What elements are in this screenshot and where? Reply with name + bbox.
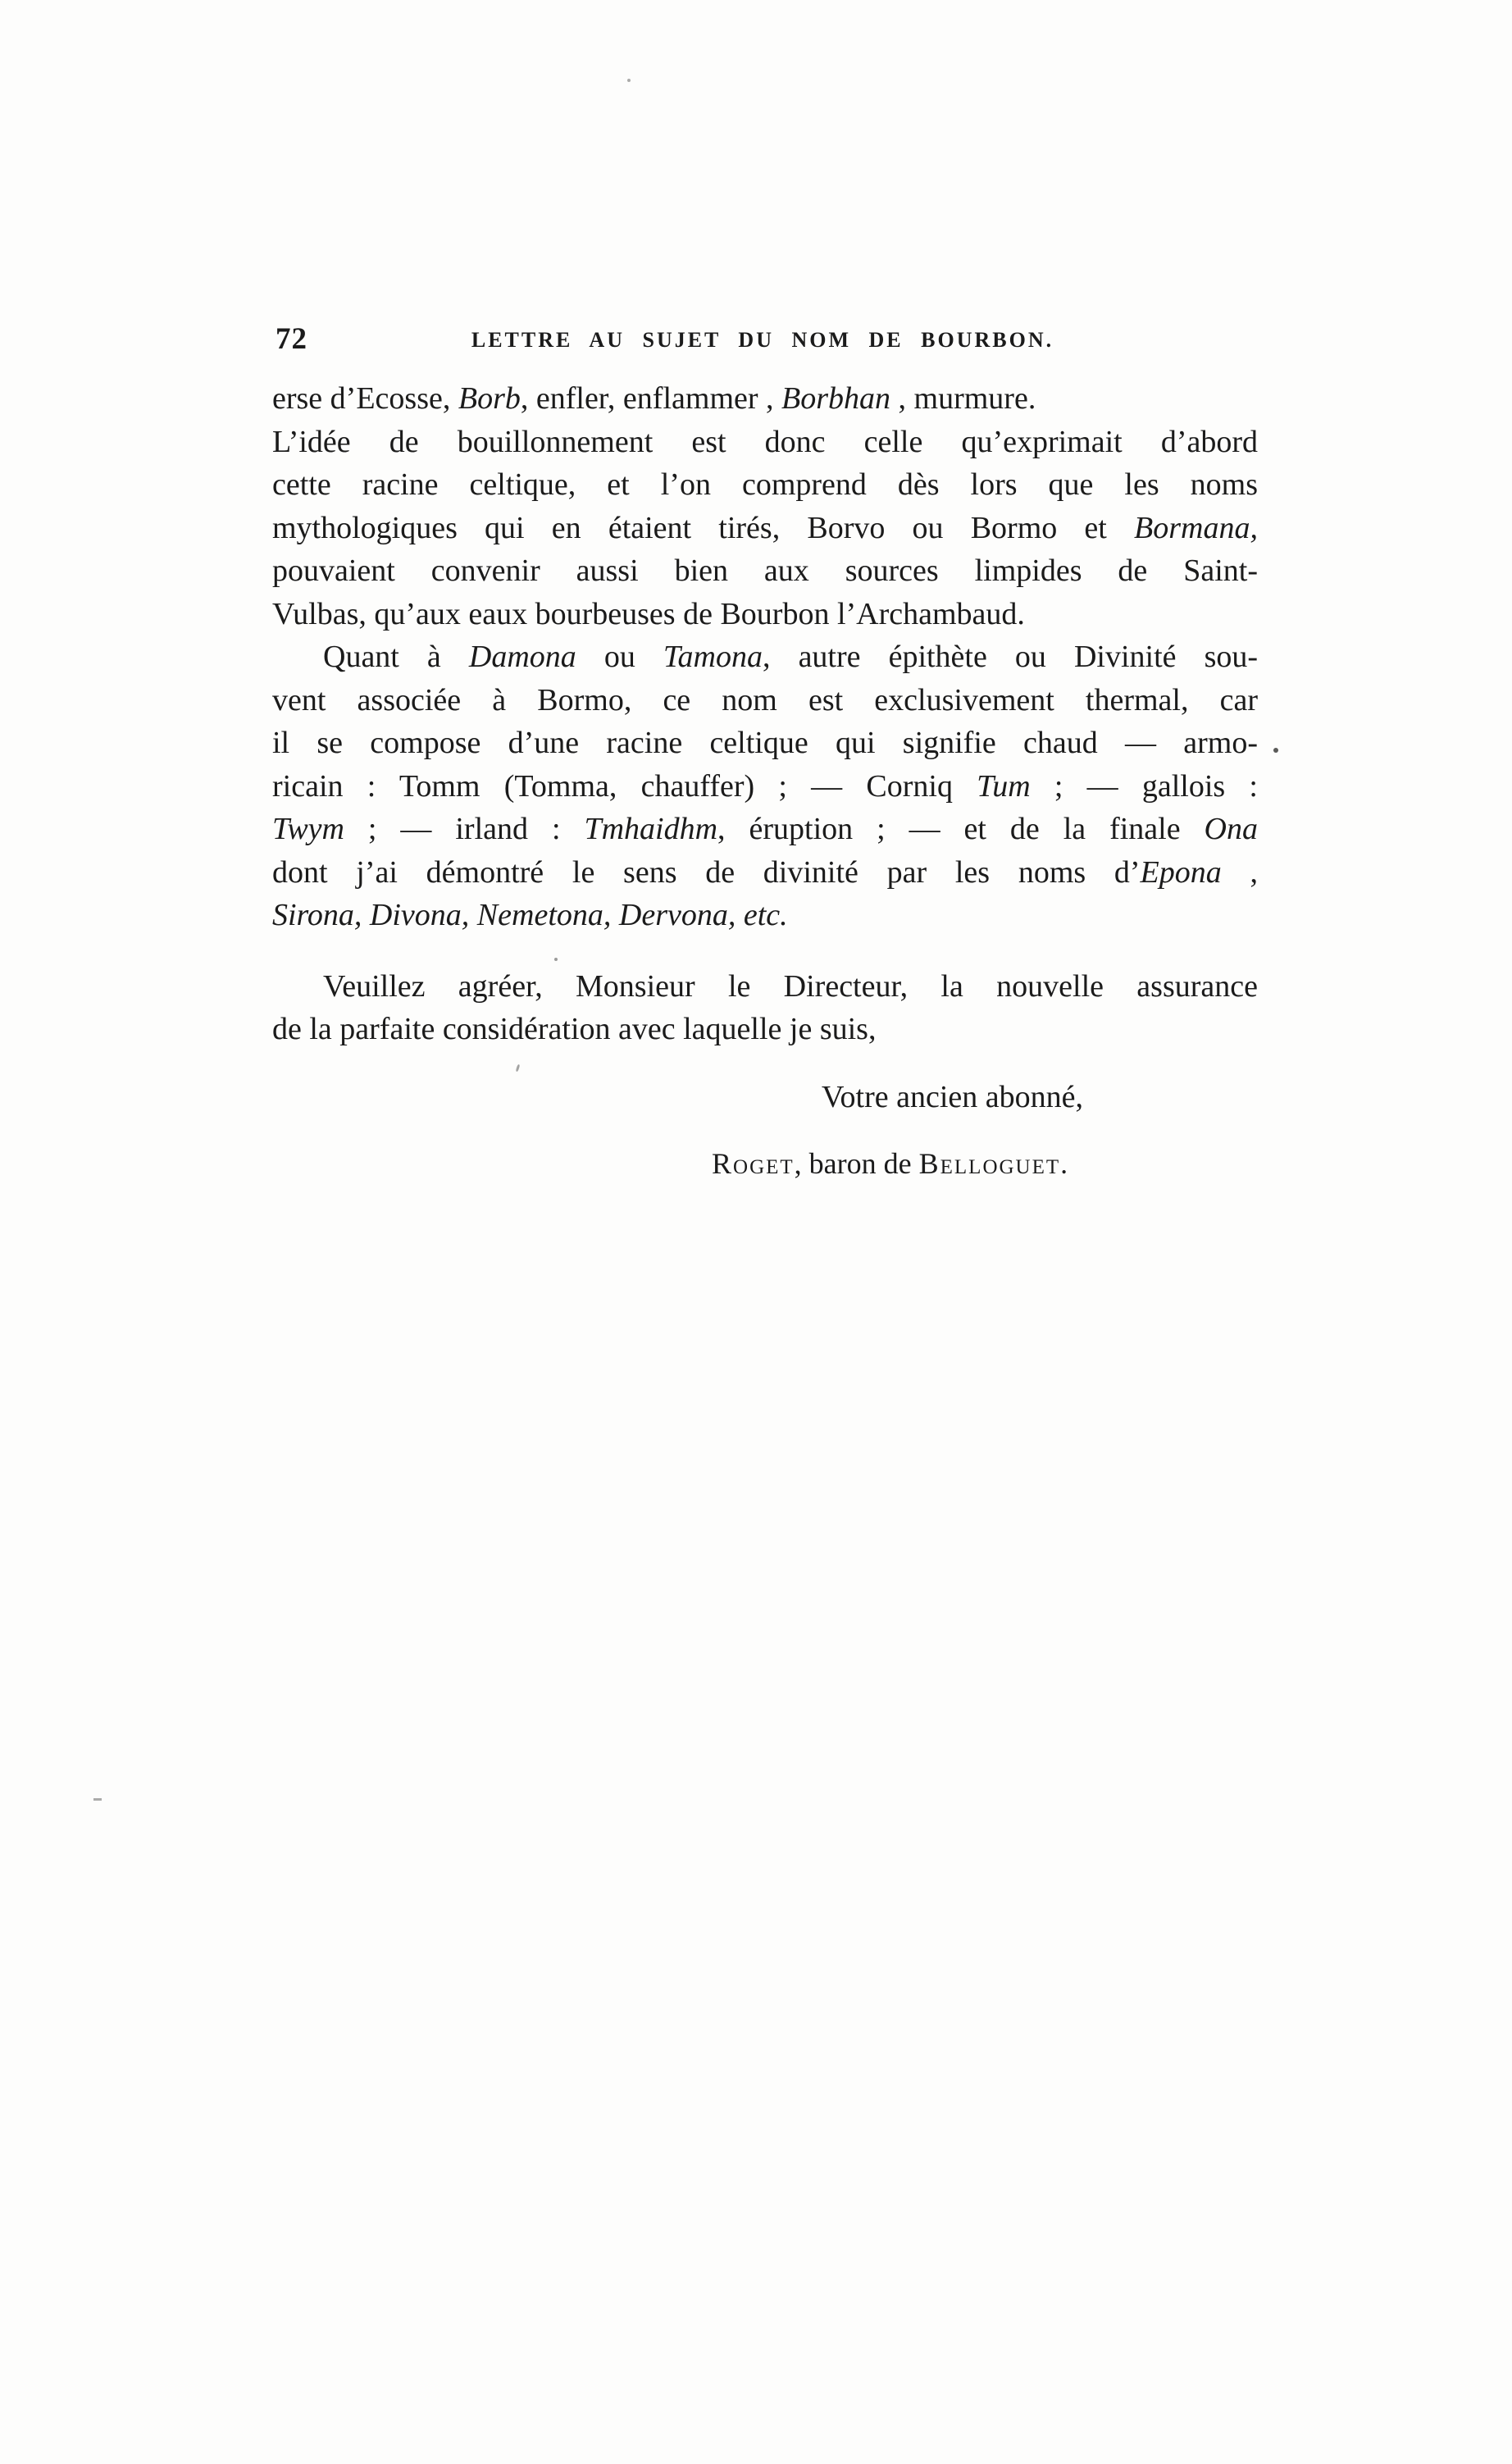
text-segment: erse d’Ecosse, (272, 381, 458, 416)
signoff-line: Votre ancien abonné, (822, 1080, 1084, 1114)
text-segment: ricain : Tomm (Tomma, chauffer) ; — Corniq (272, 768, 977, 804)
text-line (272, 765, 1258, 808)
text-segment: , baron de (794, 1147, 919, 1180)
text-line (272, 965, 1258, 1009)
text-segment: , (1221, 854, 1258, 890)
text-line (272, 1008, 1258, 1051)
text-segment: Veuillez agréer, Monsieur le Directeur, la nouvelle assurance (323, 968, 1258, 1004)
text-line (272, 722, 1258, 765)
scan-speck (1273, 748, 1278, 753)
text-segment: Quant à (323, 640, 469, 674)
text-segment: ou (576, 640, 663, 674)
text-segment: ; — gallois : (1030, 768, 1258, 804)
text-segment: Belloguet (918, 1147, 1061, 1180)
text-line (272, 808, 1258, 851)
running-head: LETTRE AU SUJET DU NOM DE BOURBON. (471, 328, 1054, 352)
text-line (272, 635, 1258, 679)
text-line (272, 894, 1258, 937)
text-segment: Roget (712, 1147, 795, 1180)
text-line (272, 421, 1258, 464)
page-number: 72 (276, 322, 307, 356)
text-segment: de la parfaite considération avec laquelle je suis, (272, 1012, 877, 1046)
text-line (272, 851, 1258, 895)
italic-term: Tum (977, 768, 1031, 804)
text-segment: dont j’ai démontré le sens de divinité par les noms d’ (272, 854, 1141, 890)
italic-term: Sirona, Divona, Nemetona, Dervona, etc. (272, 898, 788, 932)
text-segment: . (1060, 1147, 1068, 1180)
text-line (272, 549, 1258, 593)
text-line (272, 377, 1258, 421)
italic-term: Ona (1204, 812, 1258, 846)
italic-term: Borbhan (781, 381, 891, 416)
text-segment: , enfler, enflammer , (520, 381, 782, 416)
text-segment: pouvaient convenir aussi bien aux sources limpides de Saint- (272, 553, 1258, 588)
signature (712, 1146, 1068, 1181)
italic-term: Bormana, (1134, 510, 1258, 545)
text-segment: , autre épithète ou Divinité sou- (763, 640, 1259, 674)
text-segment: , murmure. (890, 381, 1036, 416)
scan-speck (554, 958, 558, 961)
italic-term: Damona (468, 640, 576, 674)
body-lines (272, 377, 1258, 1051)
italic-term: Epona (1140, 854, 1222, 890)
italic-term: Borb (458, 381, 521, 416)
italic-term: Tamona (663, 640, 763, 674)
italic-term: Tmhaidhm (584, 812, 718, 846)
text-line (272, 593, 1258, 636)
scan-speck (627, 79, 631, 82)
text-segment: L’idée de bouillonnement est donc celle qu’exprimait d’abord (272, 424, 1258, 459)
scan-speck (516, 1064, 521, 1072)
text-segment: , éruption ; — et de la finale (717, 812, 1205, 846)
text-segment: mythologiques qui en étaient tirés, Borvo ou Bormo et (272, 510, 1135, 545)
text-segment: cette racine celtique, et l’on comprend dès lors que les noms (272, 467, 1258, 502)
italic-term: Twym (272, 812, 344, 846)
text-segment: Vulbas, qu’aux eaux bourbeuses de Bourbon l’Archambaud. (272, 596, 1025, 631)
text-line (272, 507, 1258, 550)
text-line (272, 679, 1258, 722)
scan-speck (93, 1798, 102, 1801)
text-line (272, 463, 1258, 507)
text-segment: ; — irland : (344, 812, 585, 846)
text-segment: il se compose d’une racine celtique qui signifie chaud — armo- (272, 726, 1258, 760)
text-segment: vent associée à Bormo, ce nom est exclusivement thermal, car (272, 682, 1258, 717)
